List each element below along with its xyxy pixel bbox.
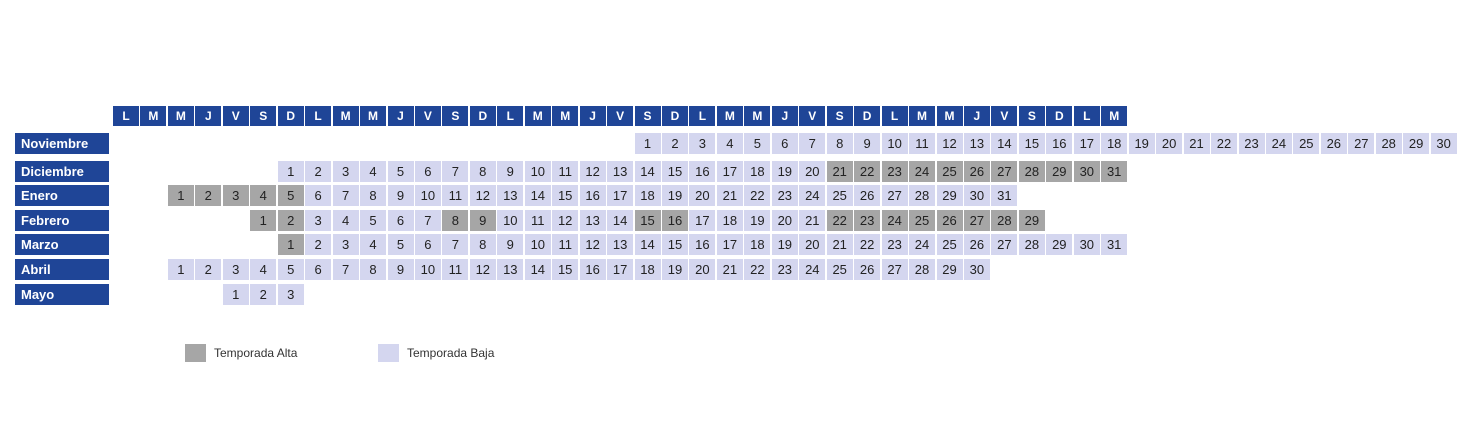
day-cell: 9: [470, 210, 496, 231]
day-cell: 26: [1321, 133, 1347, 154]
weekday-header: M: [140, 106, 166, 126]
day-cell: 25: [937, 234, 963, 255]
month-label: Mayo: [15, 284, 109, 305]
day-cell: 28: [1019, 161, 1045, 182]
legend-baja-swatch: [378, 344, 399, 362]
day-cell: 7: [415, 210, 441, 231]
day-cell: 17: [717, 161, 743, 182]
day-cell: 5: [278, 185, 304, 206]
day-cell: 13: [607, 234, 633, 255]
day-cell: 22: [827, 210, 853, 231]
day-cell: 21: [717, 259, 743, 280]
day-cell: 6: [305, 259, 331, 280]
legend-alta: [185, 344, 297, 362]
day-cell: 11: [442, 185, 468, 206]
day-cell: 9: [388, 259, 414, 280]
day-cell: 22: [854, 161, 880, 182]
day-cell: 23: [854, 210, 880, 231]
day-cell: 17: [607, 259, 633, 280]
day-cell: 22: [744, 185, 770, 206]
day-cell: 10: [415, 259, 441, 280]
day-cell: 16: [580, 259, 606, 280]
day-cell: 30: [1074, 234, 1100, 255]
day-cell: 13: [607, 161, 633, 182]
day-cell: 28: [991, 210, 1017, 231]
day-cell: 26: [937, 210, 963, 231]
day-cell: 1: [168, 259, 194, 280]
month-label: Diciembre: [15, 161, 109, 182]
day-cell: 19: [772, 161, 798, 182]
month-label: Marzo: [15, 234, 109, 255]
day-cell: 3: [223, 259, 249, 280]
day-cell: 2: [662, 133, 688, 154]
day-cell: 5: [388, 161, 414, 182]
day-cell: 20: [1156, 133, 1182, 154]
day-cell: 10: [882, 133, 908, 154]
day-cell: 13: [497, 185, 523, 206]
day-cell: 1: [635, 133, 661, 154]
day-cell: 20: [799, 161, 825, 182]
weekday-header: J: [772, 106, 798, 126]
day-cell: 30: [1431, 133, 1457, 154]
legend-baja: [378, 344, 494, 362]
day-cell: 3: [689, 133, 715, 154]
day-cell: 12: [580, 234, 606, 255]
day-cell: 23: [772, 185, 798, 206]
day-cell: 24: [909, 234, 935, 255]
day-cell: 25: [937, 161, 963, 182]
day-cell: 18: [635, 185, 661, 206]
day-cell: 8: [470, 161, 496, 182]
day-cell: 15: [552, 259, 578, 280]
weekday-header: L: [497, 106, 523, 126]
day-cell: 8: [827, 133, 853, 154]
day-cell: 28: [909, 185, 935, 206]
day-cell: 24: [909, 161, 935, 182]
day-cell: 28: [1019, 234, 1045, 255]
weekday-header: L: [689, 106, 715, 126]
day-cell: 6: [772, 133, 798, 154]
day-cell: 31: [991, 185, 1017, 206]
day-cell: 22: [1211, 133, 1237, 154]
weekday-header: M: [333, 106, 359, 126]
day-cell: 21: [717, 185, 743, 206]
month-label: Enero: [15, 185, 109, 206]
day-cell: 1: [278, 161, 304, 182]
day-cell: 29: [1046, 161, 1072, 182]
day-cell: 2: [195, 185, 221, 206]
weekday-header: M: [168, 106, 194, 126]
day-cell: 5: [744, 133, 770, 154]
day-cell: 8: [360, 185, 386, 206]
day-cell: 28: [909, 259, 935, 280]
day-cell: 10: [415, 185, 441, 206]
day-cell: 19: [772, 234, 798, 255]
day-cell: 30: [964, 259, 990, 280]
day-cell: 3: [223, 185, 249, 206]
day-cell: 29: [937, 259, 963, 280]
day-cell: 31: [1101, 234, 1127, 255]
day-cell: 15: [635, 210, 661, 231]
day-cell: 6: [415, 161, 441, 182]
day-cell: 27: [991, 234, 1017, 255]
month-label: Noviembre: [15, 133, 109, 154]
weekday-header: V: [607, 106, 633, 126]
day-cell: 26: [854, 259, 880, 280]
weekday-header: M: [360, 106, 386, 126]
day-cell: 22: [854, 234, 880, 255]
legend-baja-label: Temporada Baja: [407, 346, 495, 360]
weekday-header: S: [250, 106, 276, 126]
day-cell: 9: [497, 161, 523, 182]
day-cell: 23: [882, 161, 908, 182]
day-cell: 9: [388, 185, 414, 206]
weekday-header: V: [223, 106, 249, 126]
weekday-header: D: [854, 106, 880, 126]
day-cell: 20: [689, 185, 715, 206]
day-cell: 30: [964, 185, 990, 206]
day-cell: 14: [635, 234, 661, 255]
day-cell: 17: [689, 210, 715, 231]
day-cell: 16: [662, 210, 688, 231]
weekday-header: L: [1074, 106, 1100, 126]
day-cell: 18: [717, 210, 743, 231]
day-cell: 2: [250, 284, 276, 305]
day-cell: 23: [1239, 133, 1265, 154]
day-cell: 21: [827, 234, 853, 255]
day-cell: 8: [442, 210, 468, 231]
day-cell: 4: [360, 161, 386, 182]
weekday-header: V: [991, 106, 1017, 126]
day-cell: 18: [1101, 133, 1127, 154]
weekday-header: D: [278, 106, 304, 126]
day-cell: 16: [689, 234, 715, 255]
day-cell: 22: [744, 259, 770, 280]
day-cell: 21: [799, 210, 825, 231]
day-cell: 26: [964, 161, 990, 182]
day-cell: 27: [882, 259, 908, 280]
day-cell: 1: [250, 210, 276, 231]
day-cell: 8: [360, 259, 386, 280]
legend-alta-swatch: [185, 344, 206, 362]
day-cell: 30: [1074, 161, 1100, 182]
day-cell: 3: [278, 284, 304, 305]
weekday-header: J: [195, 106, 221, 126]
weekday-header: J: [580, 106, 606, 126]
day-cell: 11: [909, 133, 935, 154]
day-cell: 4: [333, 210, 359, 231]
day-cell: 13: [580, 210, 606, 231]
day-cell: 15: [662, 234, 688, 255]
day-cell: 4: [717, 133, 743, 154]
day-cell: 4: [360, 234, 386, 255]
day-cell: 15: [662, 161, 688, 182]
day-cell: 11: [442, 259, 468, 280]
day-cell: 3: [333, 234, 359, 255]
day-cell: 7: [333, 259, 359, 280]
day-cell: 14: [607, 210, 633, 231]
day-cell: 19: [662, 185, 688, 206]
day-cell: 16: [580, 185, 606, 206]
weekday-header: V: [415, 106, 441, 126]
day-cell: 25: [827, 185, 853, 206]
day-cell: 12: [937, 133, 963, 154]
day-cell: 5: [360, 210, 386, 231]
day-cell: 10: [525, 161, 551, 182]
day-cell: 1: [168, 185, 194, 206]
day-cell: 6: [415, 234, 441, 255]
day-cell: 19: [662, 259, 688, 280]
day-cell: 11: [552, 161, 578, 182]
day-cell: 14: [991, 133, 1017, 154]
day-cell: 12: [470, 185, 496, 206]
weekday-header: M: [1101, 106, 1127, 126]
day-cell: 2: [305, 161, 331, 182]
day-cell: 28: [1376, 133, 1402, 154]
day-cell: 18: [744, 161, 770, 182]
day-cell: 3: [333, 161, 359, 182]
day-cell: 13: [497, 259, 523, 280]
weekday-header: V: [799, 106, 825, 126]
day-cell: 27: [991, 161, 1017, 182]
day-cell: 12: [552, 210, 578, 231]
day-cell: 3: [305, 210, 331, 231]
day-cell: 9: [497, 234, 523, 255]
day-cell: 21: [1184, 133, 1210, 154]
day-cell: 20: [689, 259, 715, 280]
day-cell: 14: [635, 161, 661, 182]
day-cell: 14: [525, 185, 551, 206]
day-cell: 15: [1019, 133, 1045, 154]
day-cell: 12: [470, 259, 496, 280]
day-cell: 1: [278, 234, 304, 255]
day-cell: 20: [772, 210, 798, 231]
day-cell: 20: [799, 234, 825, 255]
day-cell: 14: [525, 259, 551, 280]
day-cell: 25: [909, 210, 935, 231]
day-cell: 10: [525, 234, 551, 255]
day-cell: 4: [250, 185, 276, 206]
day-cell: 7: [442, 234, 468, 255]
day-cell: 6: [388, 210, 414, 231]
day-cell: 7: [333, 185, 359, 206]
day-cell: 15: [552, 185, 578, 206]
day-cell: 18: [744, 234, 770, 255]
day-cell: 2: [278, 210, 304, 231]
weekday-header: S: [442, 106, 468, 126]
day-cell: 7: [799, 133, 825, 154]
day-cell: 19: [1129, 133, 1155, 154]
weekday-header: S: [827, 106, 853, 126]
day-cell: 13: [964, 133, 990, 154]
day-cell: 25: [1293, 133, 1319, 154]
day-cell: 17: [717, 234, 743, 255]
weekday-header: J: [964, 106, 990, 126]
day-cell: 27: [1348, 133, 1374, 154]
day-cell: 12: [580, 161, 606, 182]
day-cell: 2: [305, 234, 331, 255]
day-cell: 26: [964, 234, 990, 255]
day-cell: 25: [827, 259, 853, 280]
weekday-header: M: [909, 106, 935, 126]
day-cell: 9: [854, 133, 880, 154]
weekday-header: J: [388, 106, 414, 126]
day-cell: 2: [195, 259, 221, 280]
day-cell: 8: [470, 234, 496, 255]
day-cell: 18: [635, 259, 661, 280]
weekday-header: M: [744, 106, 770, 126]
day-cell: 19: [744, 210, 770, 231]
weekday-header: D: [662, 106, 688, 126]
month-label: Febrero: [15, 210, 109, 231]
day-cell: 17: [607, 185, 633, 206]
weekday-header: M: [552, 106, 578, 126]
day-cell: 27: [964, 210, 990, 231]
weekday-header: D: [1046, 106, 1072, 126]
day-cell: 31: [1101, 161, 1127, 182]
day-cell: 16: [689, 161, 715, 182]
day-cell: 5: [388, 234, 414, 255]
day-cell: 21: [827, 161, 853, 182]
day-cell: 11: [552, 234, 578, 255]
day-cell: 17: [1074, 133, 1100, 154]
weekday-header: S: [635, 106, 661, 126]
day-cell: 4: [250, 259, 276, 280]
day-cell: 5: [278, 259, 304, 280]
day-cell: 29: [1046, 234, 1072, 255]
day-cell: 11: [525, 210, 551, 231]
day-cell: 24: [1266, 133, 1292, 154]
day-cell: 29: [937, 185, 963, 206]
weekday-header: D: [470, 106, 496, 126]
day-cell: 27: [882, 185, 908, 206]
weekday-header: M: [717, 106, 743, 126]
weekday-header: M: [937, 106, 963, 126]
day-cell: 1: [223, 284, 249, 305]
day-cell: 24: [799, 259, 825, 280]
day-cell: 23: [882, 234, 908, 255]
weekday-header: L: [882, 106, 908, 126]
day-cell: 24: [882, 210, 908, 231]
day-cell: 24: [799, 185, 825, 206]
day-cell: 29: [1403, 133, 1429, 154]
month-label: Abril: [15, 259, 109, 280]
legend-alta-label: Temporada Alta: [214, 346, 298, 360]
day-cell: 16: [1046, 133, 1072, 154]
day-cell: 23: [772, 259, 798, 280]
weekday-header: S: [1019, 106, 1045, 126]
day-cell: 29: [1019, 210, 1045, 231]
day-cell: 6: [305, 185, 331, 206]
day-cell: 26: [854, 185, 880, 206]
weekday-header: L: [113, 106, 139, 126]
weekday-header: L: [305, 106, 331, 126]
day-cell: 7: [442, 161, 468, 182]
day-cell: 10: [497, 210, 523, 231]
weekday-header: M: [525, 106, 551, 126]
